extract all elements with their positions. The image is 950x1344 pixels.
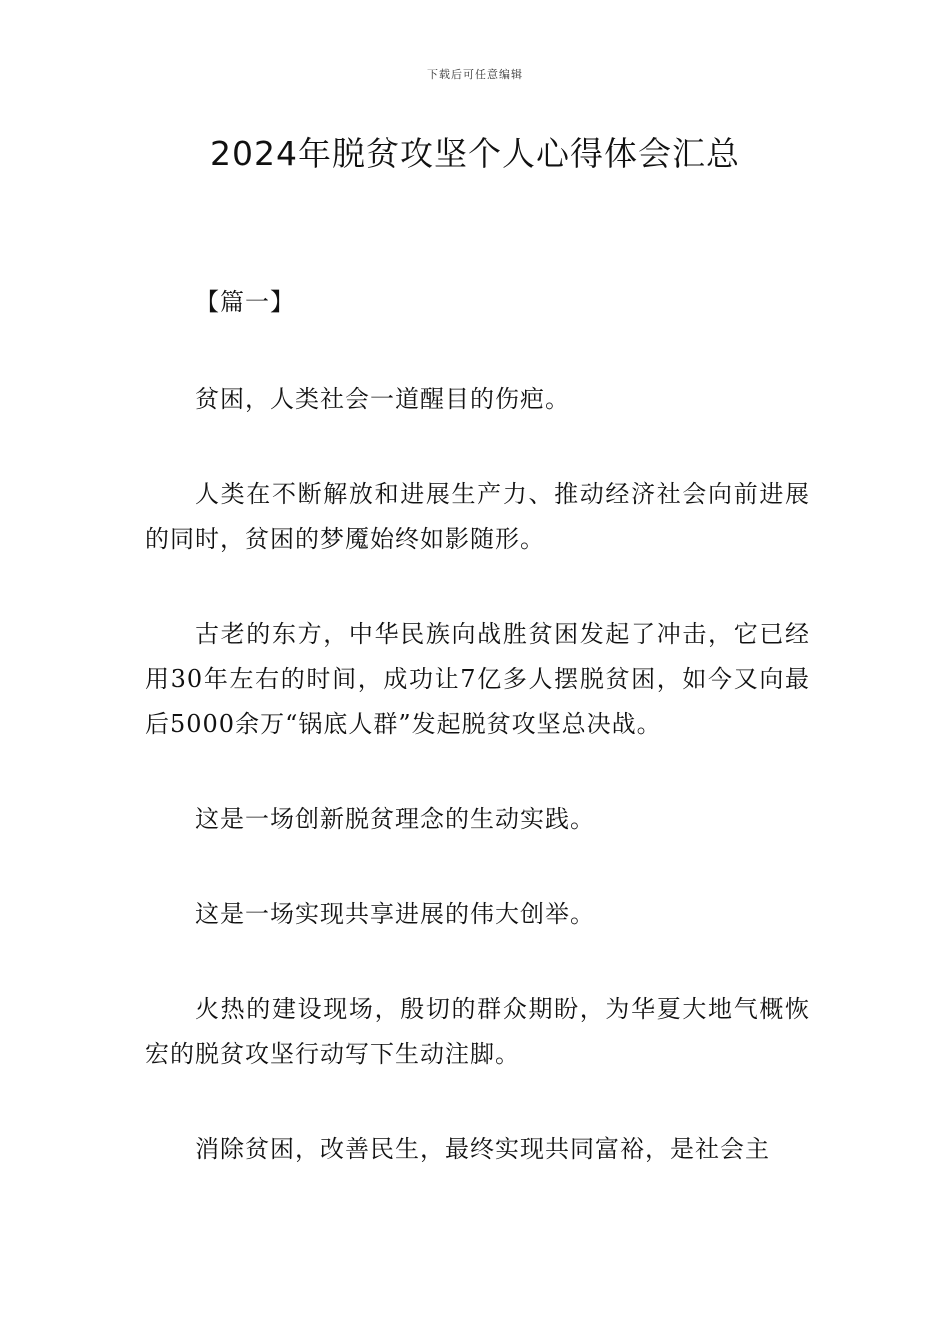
paragraph-6: 火热的建设现场，殷切的群众期盼，为华夏大地气概恢宏的脱贫攻坚行动写下生动注脚。 — [145, 995, 810, 1068]
page-header-note: 下载后可任意编辑 — [427, 68, 523, 81]
paragraph-3: 古老的东方，中华民族向战胜贫困发起了冲击，它已经用30年左右的时间，成功让7亿多人摆脱贫困，如今又向最后5000余万“锅底人群”发起脱贫攻坚总决战。 — [145, 620, 810, 738]
paragraph-7: 消除贫困，改善民生，最终实现共同富裕，是社会主 — [195, 1135, 770, 1163]
paragraph-5: 这是一场实现共享进展的伟大创举。 — [195, 900, 595, 928]
paragraph-4: 这是一场创新脱贫理念的生动实践。 — [195, 805, 595, 833]
section-label: 【篇一】 — [195, 288, 295, 316]
document-title: 2024年脱贫攻坚个人心得体会汇总 — [210, 134, 740, 173]
paragraph-2: 人类在不断解放和进展生产力、推动经济社会向前进展的同时，贫困的梦魇始终如影随形。 — [145, 480, 810, 553]
document-body — [145, 280, 810, 1222]
paragraph-1: 贫困，人类社会一道醒目的伤疤。 — [195, 385, 570, 413]
